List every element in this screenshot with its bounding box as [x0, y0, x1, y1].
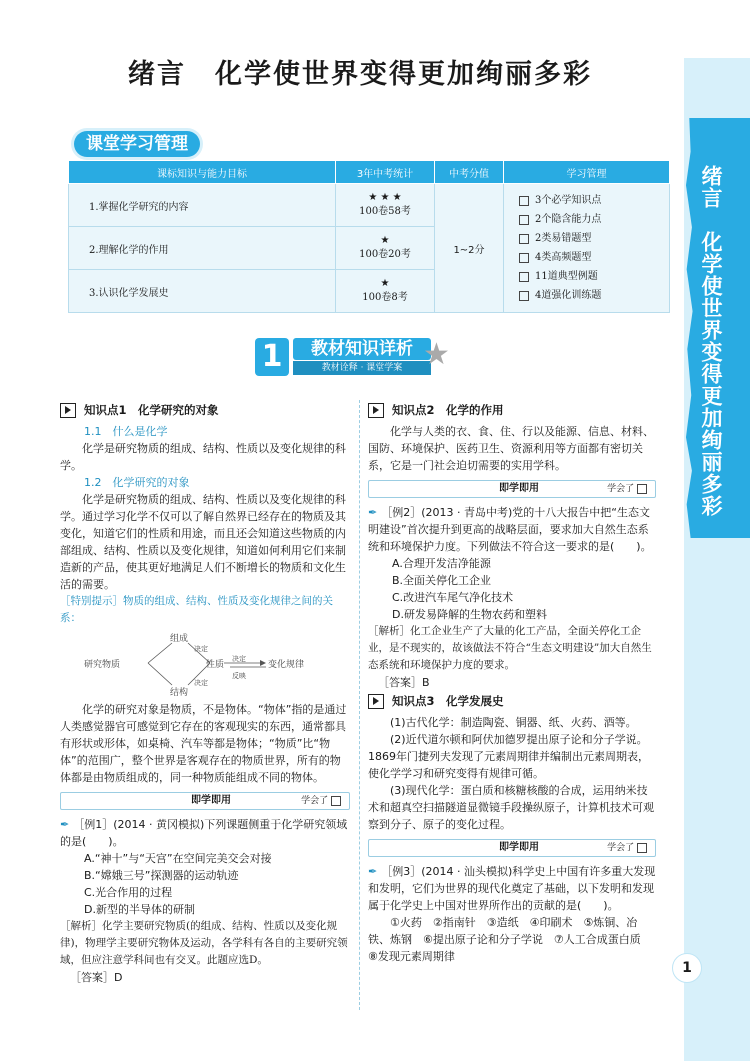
star-rating: ★: [380, 235, 390, 246]
play-icon: [60, 403, 76, 418]
practice-bar: [368, 480, 656, 498]
analysis: ［解析］化工企业生产了大量的化工产品，全面关停化工企业，是不现实的，故该做法不符合“生态文明建设”加大自然生态系统和环境保护力度的要求。: [368, 625, 652, 671]
analysis: ［解析］化学主要研究物质(的组成、结构、性质以及变化规律)，物理学主要研究物体及运动，各学科有各自的主要研究领域，但应注意学科间也有交叉。此题应选D。: [60, 920, 348, 966]
example-text: ［例3］(2014 · 汕头模拟)科学史上中国有许多重大发现和发明，它们为世界的现代化奠定了基础，以下发明和发现属于化学史上中国对世界所作出的贡献的是( )。: [368, 865, 656, 912]
exam-count: 100卷58考: [359, 206, 411, 217]
table-header: 中考分值: [435, 161, 504, 184]
special-tip: ［特别提示］物质的组成、结构、性质及变化规律之间的关系：: [60, 595, 333, 624]
star-icon: ★: [423, 337, 450, 372]
knowledge-point-heading: [368, 693, 656, 710]
heading-text: 知识点2 化学的作用: [392, 403, 504, 417]
banner-number: 1: [255, 338, 289, 376]
knowledge-point-heading: [368, 402, 656, 419]
list-item-label: 11道典型例题: [535, 271, 598, 282]
paragraph: 化学的研究对象是物质，不是物体。“物体”指的是通过人类感觉器官可感觉到它存在的客观现实的东西，通常都具有形状或形体，如桌椅、汽车等都是物体；“物质”比“物体”的范围广，整个世界是客观存在的物质世界，所有的物体都是由物质组成的，同一种物质能组成不同的物体。: [60, 703, 347, 784]
pen-icon: ✒: [60, 818, 70, 831]
answer: ［答案］D: [70, 971, 123, 984]
list-item-label: 2个隐含能力点: [535, 214, 602, 225]
checkbox-icon[interactable]: [519, 253, 529, 263]
goal-cell: 1.掌握化学研究的内容: [69, 184, 336, 227]
subheading: 1.2 化学研究的对象: [84, 476, 190, 489]
goal-cell: 2.理解化学的作用: [69, 227, 336, 270]
diagram-node: 性质: [206, 660, 225, 670]
list-item: [519, 286, 668, 305]
pen-icon: ✒: [368, 865, 378, 878]
paragraph: (2)近代道尔顿和阿伏加德罗提出原子论和分子学说。1869年门捷列夫发现了元素周期律并编制出元素周期表，使化学学习和研究变得有规律可循。: [368, 733, 649, 780]
section-label: 课堂学习管理: [74, 131, 200, 157]
banner-title: 教材知识详析: [293, 338, 431, 360]
paragraph: (1)古代化学：制造陶瓷、铜器、纸、火药、酒等。: [390, 716, 637, 729]
left-column: [60, 400, 350, 986]
option: C.光合作用的过程: [84, 886, 173, 899]
option: C.改进汽车尾气净化技术: [392, 591, 514, 604]
list-item-label: 2类易错题型: [535, 233, 592, 244]
knowledge-point-heading: [60, 402, 350, 419]
answer: ［答案］B: [378, 676, 430, 689]
paragraph: (3)现代化学：蛋白质和核糖核酸的合成，运用纳米技术和超真空扫描隧道显微镜手段操纵原子，计算机技术可观察到分子、原子的变化过程。: [368, 784, 654, 831]
table-header: 学习管理: [504, 161, 670, 184]
example-text: ［例2］(2013 · 青岛中考)党的十八大报告中把“生态文明建设”首次提升到更高的战略层面，要求加大自然生态系统和环境保护力度。下列做法不符合这一要求的是( )。: [368, 506, 652, 553]
play-icon: [368, 403, 384, 418]
page-number: 1: [672, 953, 702, 983]
learned-checkbox[interactable]: [301, 793, 341, 809]
list-item-label: 4道强化训练题: [535, 290, 602, 301]
example-question: [60, 816, 350, 850]
list-item: [519, 267, 668, 286]
option: A.“神十”与“天宫”在空间完美交会对接: [84, 852, 272, 865]
list-item-label: 3个必学知识点: [535, 195, 602, 206]
page-title: 绪言 化学使世界变得更加绚丽多彩: [128, 59, 592, 90]
goal-cell: 3.认识化学发展史: [69, 270, 336, 313]
learned-label: 学会了: [607, 843, 635, 853]
exam-count: 100卷20考: [359, 249, 411, 260]
diagram-node: 结构: [170, 688, 189, 698]
checkbox-icon[interactable]: [519, 272, 529, 282]
option: D.新型的半导体的研制: [84, 903, 195, 916]
side-title: 绪言 化学使世界变得更加绚丽多彩: [699, 165, 723, 517]
star-rating: ★: [380, 278, 390, 289]
subheading: 1.1 什么是化学: [84, 425, 168, 438]
option: A.合理开发洁净能源: [392, 557, 491, 570]
paragraph: 化学是研究物质的组成、结构、性质以及变化规律的科学。通过学习化学不仅可以了解自然界已经存在的物质及其变化，知道它们的性质和用途，而且还会知道这些物质的内部组成、结构、性质以及变化规律，知道如何利用它们来制造新的产品，使其更好地满足人们不断增长的物质和文化生活的需要。: [60, 493, 346, 591]
table-header-row: [69, 161, 670, 184]
list-item: [519, 229, 668, 248]
diagram-label: 决定: [232, 655, 246, 663]
stat-cell: [336, 227, 435, 270]
checkbox-icon[interactable]: [519, 196, 529, 206]
heading-text: 知识点1 化学研究的对象: [84, 403, 219, 417]
list-item: [519, 210, 668, 229]
option: B.全面关停化工企业: [392, 574, 492, 587]
relationship-diagram: [60, 629, 350, 699]
paragraph: 化学与人类的衣、食、住、行以及能源、信息、材料、国防、环境保护、医药卫生、资源利用等方面都有密切关系，它是一门社会迫切需要的实用学科。: [368, 425, 654, 472]
stat-cell: [336, 270, 435, 313]
learned-checkbox[interactable]: [607, 840, 647, 856]
score-cell: 1~2分: [435, 184, 504, 313]
pen-icon: ✒: [368, 506, 378, 519]
diagram-label: 决定: [194, 645, 208, 653]
practice-label: 即学即用: [191, 795, 231, 806]
option: B.“嫦娥三号”探测器的运动轨迹: [84, 869, 239, 882]
table-header: 3年中考统计: [336, 161, 435, 184]
diagram-node: 组成: [170, 634, 189, 644]
practice-label: 即学即用: [499, 842, 539, 853]
paragraph: ①火药 ②指南针 ③造纸 ④印刷术 ⑤炼铜、冶铁、炼钢 ⑥提出原子论和分子学说 ⑦人工合成蛋白质 ⑧发现元素周期律: [368, 916, 652, 963]
management-cell: [504, 184, 670, 313]
diagram-label: 反映: [232, 672, 246, 680]
goals-table: [68, 160, 670, 313]
column-divider: [359, 400, 360, 1010]
paragraph: 化学是研究物质的组成、结构、性质以及变化规律的科学。: [60, 442, 346, 472]
checkbox-icon[interactable]: [519, 291, 529, 301]
stat-cell: [336, 184, 435, 227]
learned-checkbox[interactable]: [607, 481, 647, 497]
list-item: [519, 191, 668, 210]
right-column: [368, 400, 656, 965]
list-item-label: 4类高频题型: [535, 252, 592, 263]
option: D.研发易降解的生物农药和塑料: [392, 608, 547, 621]
list-item: [519, 248, 668, 267]
checkbox-icon[interactable]: [519, 215, 529, 225]
banner-subtitle: 教材诠释 · 课堂学案: [293, 361, 431, 375]
table-header: 课标知识与能力目标: [69, 161, 336, 184]
star-rating: ★ ★ ★: [368, 192, 402, 203]
table-row: [69, 184, 670, 227]
exam-count: 100卷8考: [362, 292, 408, 303]
example-question: [368, 863, 656, 914]
checkbox-icon: [637, 843, 647, 853]
diagram-node: 变化规律: [268, 660, 305, 670]
play-icon: [368, 694, 384, 709]
practice-label: 即学即用: [499, 483, 539, 494]
practice-bar: [60, 792, 350, 810]
checkbox-icon[interactable]: [519, 234, 529, 244]
section-banner: [255, 338, 465, 378]
heading-text: 知识点3 化学发展史: [392, 694, 504, 708]
diagram-label: 决定: [194, 679, 208, 687]
checkbox-icon: [637, 484, 647, 494]
diagram-node: 研究物质: [84, 660, 121, 670]
practice-bar: [368, 839, 656, 857]
example-question: [368, 504, 656, 555]
learned-label: 学会了: [301, 796, 329, 806]
learned-label: 学会了: [607, 484, 635, 494]
example-text: ［例1］(2014 · 黄冈模拟)下列课题侧重于化学研究领域的是( )。: [60, 818, 348, 848]
management-list: [505, 185, 668, 311]
checkbox-icon: [331, 796, 341, 806]
